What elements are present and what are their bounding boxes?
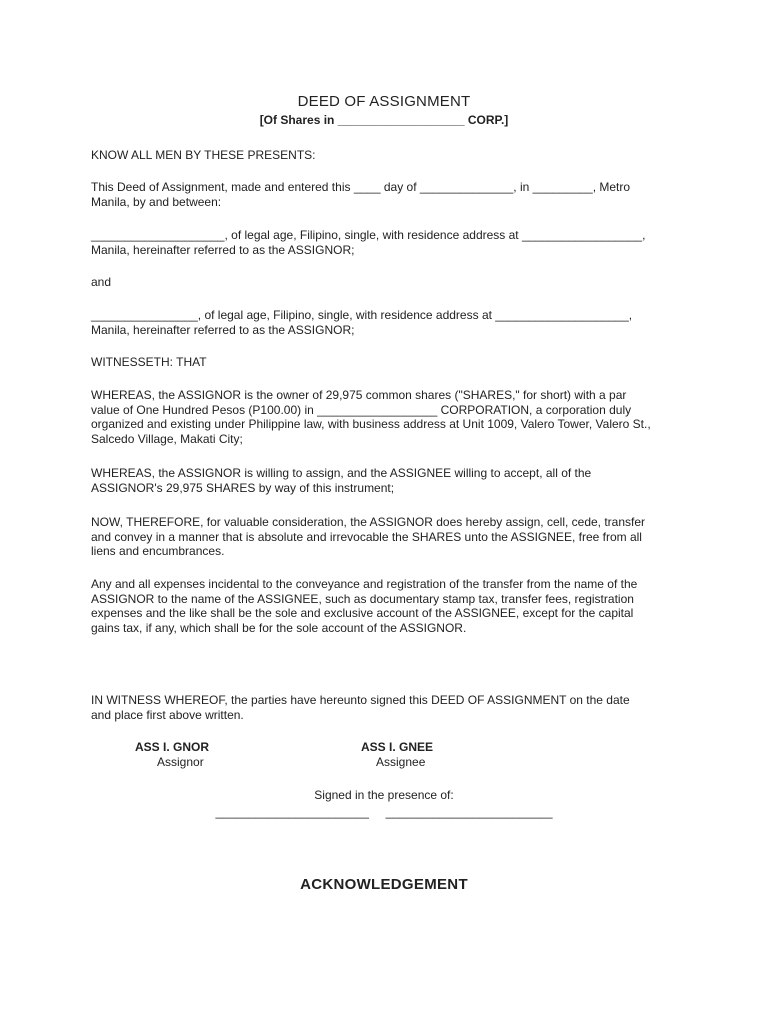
text-line: ASSIGNOR to the name of the ASSIGNEE, such as documentary stamp tax, transfer fees, registration: [91, 591, 634, 606]
text-line: Manila, hereinafter referred to as the ASSIGNOR;: [91, 322, 355, 337]
witnesseth-paragraph: [91, 355, 691, 370]
intro-paragraph: [91, 148, 691, 163]
and-line: and: [91, 275, 112, 289]
text-line: gains tax, if any, which shall be for the sole account of the ASSIGNOR.: [91, 620, 467, 635]
paragraph-second-party: [91, 308, 691, 337]
paragraph-now-therefore: [91, 515, 691, 559]
text-line: expenses and the like shall be the sole and exclusive account of the ASSIGNEE, except for the capital: [91, 606, 634, 621]
assignor-name: ASS I. GNOR: [135, 740, 210, 754]
witness-signature-lines: _______________________ _________________________: [215, 805, 553, 819]
paragraph-in-witness: [91, 693, 691, 722]
text-line: Salcedo Village, Makati City;: [91, 431, 243, 446]
text-line: IN WITNESS WHEREOF, the parties have hereunto signed this DEED OF ASSIGNMENT on the date: [91, 693, 630, 707]
text-line: This Deed of Assignment, made and entered this ____ day of ______________, in _________, Metro: [91, 180, 631, 194]
text-line: ________________, of legal age, Filipino, single, with residence address at ____________________,: [91, 308, 633, 322]
paragraph-assignor: [91, 228, 691, 257]
assignor-role: Assignor: [157, 755, 204, 769]
text-line: and convey in a manner that is absolute and irrevocable the SHARES unto the ASSIGNEE, free from all: [91, 529, 642, 544]
paragraph-whereas-ownership: [91, 388, 691, 446]
text-line: WHEREAS, the ASSIGNOR is willing to assign, and the ASSIGNEE willing to accept, all of the: [91, 466, 592, 480]
text-line: WHEREAS, the ASSIGNOR is the owner of 29,975 common shares ("SHARES," for short) with a par: [91, 388, 627, 402]
witnesseth-line: WITNESSETH: THAT: [91, 355, 207, 369]
acknowledgement-heading: ACKNOWLEDGEMENT: [300, 876, 468, 893]
text-line: Manila, by and between:: [91, 194, 222, 209]
presence-text: Signed in the presence of:: [314, 788, 454, 802]
assignee-role: Assignee: [376, 755, 426, 769]
text-line: and place first above written.: [91, 707, 244, 722]
document-subtitle: [Of Shares in ___________________ CORP.]: [259, 113, 509, 127]
text-line: ASSIGNOR's 29,975 SHARES by way of this instrument;: [91, 480, 395, 495]
text-line: NOW, THEREFORE, for valuable consideration, the ASSIGNOR does hereby assign, cell, cede, transfer: [91, 515, 646, 529]
text-line: organized and existing under Philippine law, with business address at Unit 1009, Valero Tower, Valero St.,: [91, 417, 651, 432]
text-line: ____________________, of legal age, Filipino, single, with residence address at __________________,: [91, 228, 646, 242]
text-line: liens and encumbrances.: [91, 544, 225, 559]
paragraph-expenses: [91, 577, 691, 635]
text-line: value of One Hundred Pesos (P100.00) in __________________ CORPORATION, a corporation duly: [91, 402, 632, 417]
assignee-name: ASS I. GNEE: [361, 740, 434, 754]
paragraph-whereas-willing: [91, 466, 691, 495]
text-line: Any and all expenses incidental to the conveyance and registration of the transfer from the name of the: [91, 577, 638, 591]
and-paragraph: [91, 275, 691, 290]
paragraph-parties-intro: [91, 180, 691, 209]
intro-line: KNOW ALL MEN BY THESE PRESENTS:: [91, 148, 316, 162]
document-title: DEED OF ASSIGNMENT: [297, 93, 471, 110]
text-line: Manila, hereinafter referred to as the ASSIGNOR;: [91, 242, 355, 257]
